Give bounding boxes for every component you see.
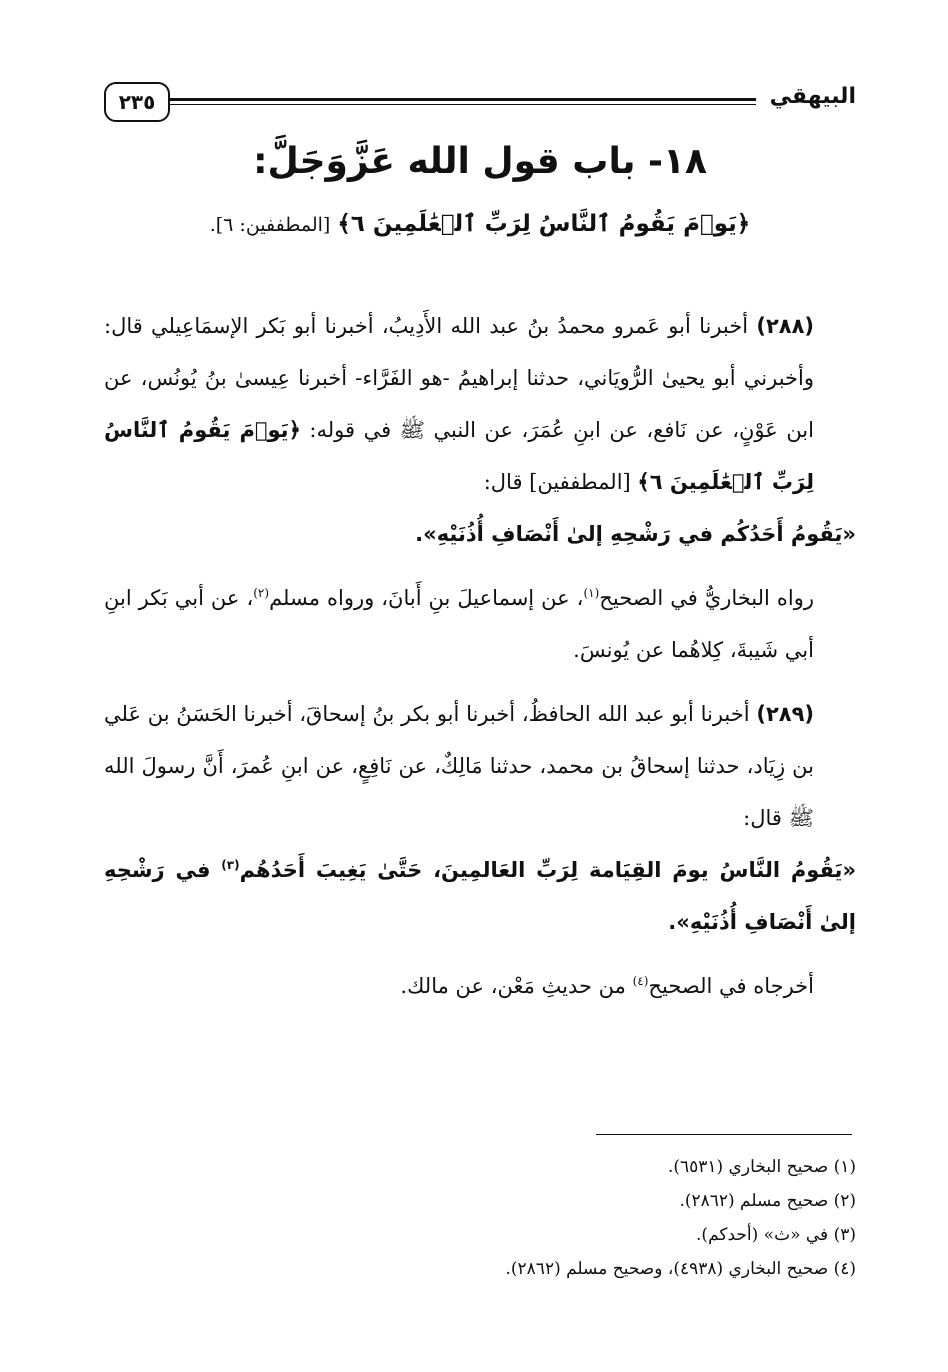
footnote-3: (٣) في «ث» (أحدكم). bbox=[696, 1225, 856, 1245]
chapter-verse-reference: [المطففين: ٦]. bbox=[209, 214, 331, 236]
body-text bbox=[104, 300, 856, 1012]
header-rule bbox=[170, 98, 756, 101]
running-header bbox=[104, 82, 856, 126]
book-title: البيهقي bbox=[769, 84, 856, 109]
footnote-ref-1: (١) bbox=[583, 586, 600, 600]
footnote-1: (١) صحيح البخاري (٦٥٣١). bbox=[667, 1157, 856, 1177]
hadith-number: (٢٨٩) bbox=[756, 702, 814, 726]
inline-verse-reference: [المطففين] قال: bbox=[483, 470, 631, 494]
page-number: ٢٣٥ bbox=[104, 82, 170, 122]
footnote-separator bbox=[596, 1134, 852, 1135]
chapter-title: ١٨- باب قول الله عَزَّوَجَلَّ: bbox=[253, 141, 707, 182]
footnote-4: (٤) صحيح البخاري (٤٩٣٨)، وصحيح مسلم (٢٨٦٢). bbox=[505, 1259, 856, 1279]
paragraph-text: رواه البخاريُّ في الصحيح bbox=[599, 586, 814, 610]
paragraph-text: أخبرنا أبو عبد الله الحافظُ، أخبرنا أبو بكر بنُ إسحاقَ، أخبرنا الحَسَنُ بن عَلي بن زِيَاد، حدثنا إسحاقُ بن محمد، حدثنا مَالِكٌ، عن نَافِعٍ، عن ابنِ عُمرَ، أَنَّ رسولَ الله ﷺ قال: bbox=[104, 702, 814, 830]
paragraph-text: من حديثِ مَعْن، عن مالك. bbox=[400, 974, 626, 998]
hadith-text: «يَقُومُ النَّاسُ يومَ القِيَامة لِرَبِّ العَالمِينَ، حَتَّىٰ يَغِيبَ أَحَدُهُم bbox=[239, 858, 857, 882]
footnote-ref-2: (٢) bbox=[253, 586, 270, 600]
paragraph-text: أخرجاه في الصحيح bbox=[648, 974, 814, 998]
hadith-text-2 bbox=[104, 844, 856, 948]
chapter-verse: ﴿يَوۡمَ يَقُومُ ٱلنَّاسُ لِرَبِّ ٱلۡعَٰلَمِينَ ٦﴾ bbox=[337, 211, 751, 237]
paragraph-288 bbox=[104, 300, 856, 508]
paragraph-text: ، عن أبي بَكر ابنِ أبي شَيبةَ، كِلاهُما عن يُونسَ. bbox=[104, 586, 814, 662]
inline-verse: ﴿يَوۡمَ يَقُومُ ٱلنَّاسُ لِرَبِّ ٱلۡعَٰلَمِينَ ٦﴾ bbox=[104, 418, 814, 494]
hadith-number: (٢٨٨) bbox=[756, 314, 814, 338]
footnote-ref-4: (٤) bbox=[632, 974, 649, 988]
paragraph-289 bbox=[104, 688, 856, 844]
footnotes bbox=[104, 1150, 856, 1286]
paragraph-text: أخبرنا أبو عَمرو محمدُ بنُ عبد الله الأَدِيبُ، أخبرنا أبو بَكر الإسمَاعِيلي قال: وأخبرني أبو يحيىٰ الرُّويَاني، حدثنا إبراهيمُ -هو الفَرَّاء- أخبرنا عِيسىٰ بنُ يُونُس، عن ابن عَوْنٍ، عن نَافع، عن ابنِ عُمَرَ، عن النبي ﷺ في قوله: bbox=[104, 314, 814, 442]
chapter-verse-line bbox=[104, 204, 856, 245]
hadith-text: في رَشْحِهِ إلىٰ أَنْصَافِ أُذُنَيْهِ». bbox=[104, 858, 856, 934]
paragraph-narration-1 bbox=[104, 572, 856, 676]
footnote-ref-3: (٣) bbox=[221, 858, 240, 872]
paragraph-text: ، عن إسماعيلَ بنِ أَبانَ، ورواه مسلم bbox=[269, 586, 584, 610]
hadith-text-1: «يَقُومُ أَحَدُكُم في رَشْحِهِ إلىٰ أَنْصَافِ أُذُنَيْهِ». bbox=[415, 522, 856, 546]
footnote-2: (٢) صحيح مسلم (٢٨٦٢). bbox=[679, 1191, 856, 1211]
paragraph-narration-2 bbox=[104, 960, 856, 1012]
